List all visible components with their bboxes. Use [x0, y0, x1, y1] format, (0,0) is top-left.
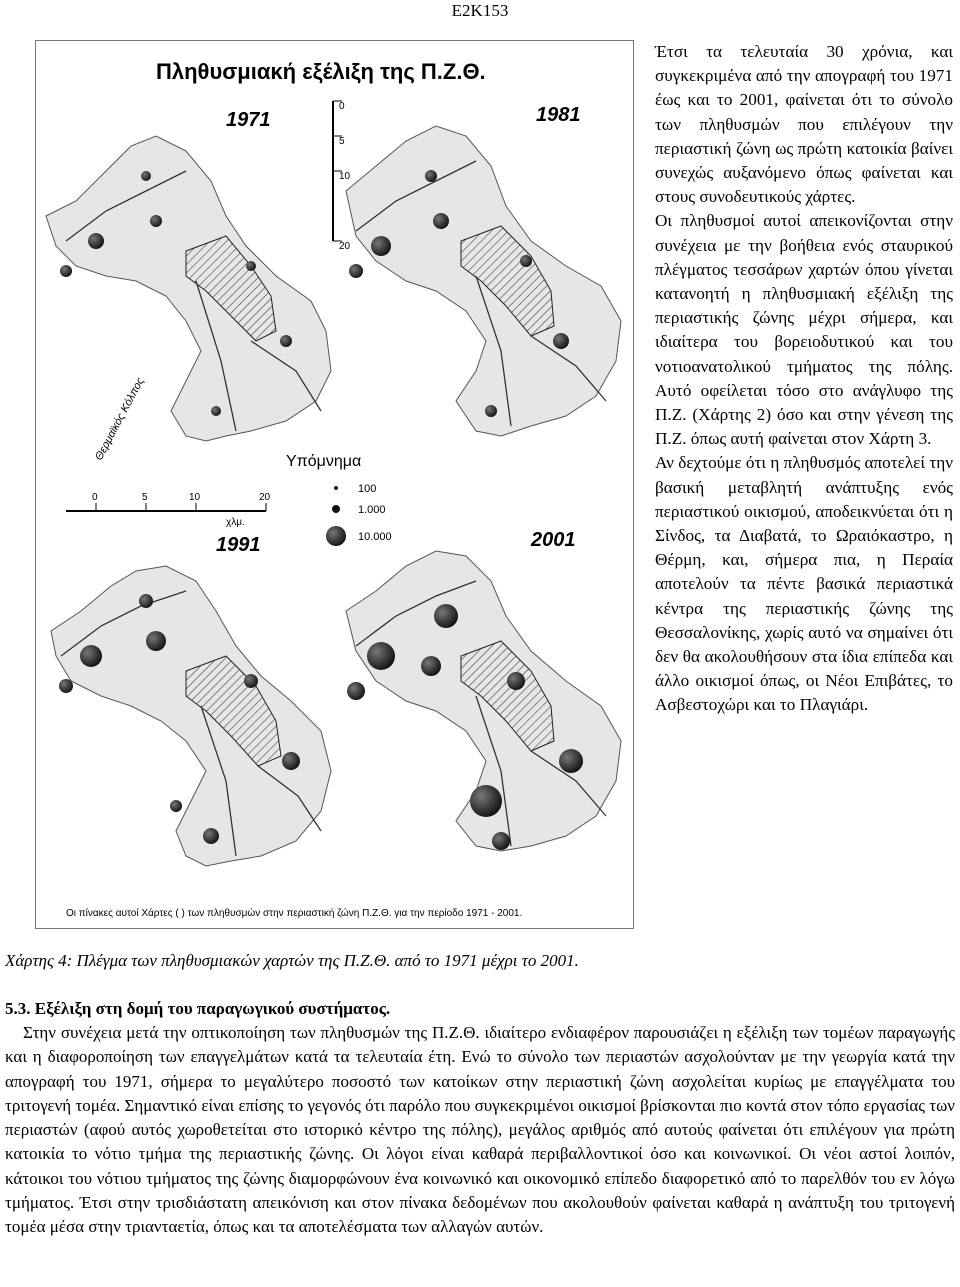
legend — [286, 453, 392, 546]
side-column-text — [655, 40, 953, 718]
settlement-dot — [60, 265, 72, 277]
map-1991 — [51, 534, 331, 866]
settlement-dot — [59, 679, 73, 693]
settlement-dot — [139, 594, 153, 608]
section-heading: 5.3. Εξέλιξη στη δομή του παραγωγικού συστήματος. — [5, 999, 391, 1018]
figure-caption: Χάρτης 4: Πλέγμα των πληθυσμιακών χαρτών της Π.Ζ.Θ. από το 1971 μέχρι το 2001. — [5, 951, 579, 970]
legend-label-10000: 10.000 — [358, 531, 392, 543]
settlement-dot — [470, 785, 502, 817]
page-header: E2K153 — [451, 1, 509, 20]
settlement-dot — [141, 171, 151, 181]
settlement-dot — [520, 255, 532, 267]
settlement-dot — [347, 682, 365, 700]
gulf-label: Θερμαϊκός Κόλπος — [93, 375, 147, 463]
side-paragraph-3: Αν δεχτούμε ότι η πληθυσμός αποτελεί την βασική μεταβλητή ανάπτυξης ενός περιαστικού οικισμού, αποδεικνύεται ότι η Σίνδος, τα Διαβατά, το Ωραιόκαστρο, η Θέρμη, και, σήμερα πια, η Περαία αποτελούν τα πέντε βασικά περιαστικά κέντρα της περιαστικής ζώνης της Θεσσαλονίκης, χωρίς αυτό να σημαίνει ότι δεν θα ακολουθήσουν στα ίδια επίπεδα και άλλο οικισμοί όπως, οι Νέοι Επιβάτες, το Ασβεστοχώρι και το Πλαγιάρι. — [655, 453, 953, 715]
svg-text:5: 5 — [339, 136, 345, 147]
body-text — [5, 1021, 955, 1240]
legend-label-100: 100 — [358, 483, 377, 495]
settlement-dot — [485, 405, 497, 417]
legend-dot-large — [326, 526, 346, 546]
settlement-dot — [559, 749, 583, 773]
side-paragraph-1: Έτσι τα τελευταία 30 χρόνια, και συγκεκριμένα από την απογραφή του 1971 έως και το 2001, φαίνεται ότι το σύνολο των πληθυσμών που επιλέγουν την περιαστική ζώνη ως πρώτη κατοικία βαίνει συνεχώς αυξανόμενο όπως φαίνεται και στους συνοδευτικούς χάρτες. — [655, 42, 953, 207]
map-1991-land — [51, 566, 331, 866]
settlement-dot — [280, 335, 292, 347]
map-1981 — [346, 104, 621, 436]
settlement-dot — [88, 233, 104, 249]
settlement-dot — [150, 215, 162, 227]
svg-text:20: 20 — [339, 241, 351, 252]
svg-text:10: 10 — [339, 171, 351, 182]
settlement-dot — [349, 264, 363, 278]
svg-text:10: 10 — [189, 492, 201, 503]
svg-text:χλμ.: χλμ. — [226, 517, 245, 528]
settlement-dot — [246, 261, 256, 271]
settlement-dot — [421, 656, 441, 676]
settlement-dot — [434, 604, 458, 628]
settlement-dot — [170, 800, 182, 812]
settlement-dot — [371, 236, 391, 256]
settlement-dot — [282, 752, 300, 770]
svg-text:0: 0 — [92, 492, 98, 503]
svg-text:5: 5 — [142, 492, 148, 503]
figure-footnote: Οι πίνακες αυτοί Χάρτες ( ) των πληθυσμών στην περιαστική ζώνη Π.Ζ.Θ. για την περίοδο 1971 - 2001. — [66, 908, 523, 919]
year-label-1991: 1991 — [216, 534, 261, 556]
settlement-dot — [80, 645, 102, 667]
settlement-dot — [553, 333, 569, 349]
year-label-1971: 1971 — [226, 109, 271, 131]
year-label-1981: 1981 — [536, 104, 581, 126]
settlement-dot — [211, 406, 221, 416]
settlement-dot — [244, 674, 258, 688]
settlement-dot — [367, 642, 395, 670]
svg-text:20: 20 — [259, 492, 271, 503]
settlement-dot — [433, 213, 449, 229]
side-paragraph-2: Οι πληθυσμοί αυτοί απεικονίζονται στην συνέχεια με την βοήθεια ενός σταυρικού πλέγματος τεσσάρων χαρτών όπου γίνεται κατανοητή η πληθυσμιακή εξέλιξη της περιαστικής ζώνης μέχρι σήμερα, και ιδιαίτερα του βορειοδυτικού και του νοτιοανατολικού τμήματος της πόλης. Αυτό οφείλεται τόσο στο ανάγλυφο της Π.Ζ. (Χάρτης 2) όσο και στην γένεση της Π.Ζ. όπως αυτή φαίνεται στον Χάρτη 3. — [655, 211, 953, 449]
settlement-dot — [492, 832, 510, 850]
legend-dot-small — [334, 486, 338, 490]
body-paragraph: Στην συνέχεια μετά την οπτικοποίηση των πληθυσμών της Π.Ζ.Θ. ιδιαίτερο ενδιαφέρον παρουσιάζει η εξέλιξη των τομέων παραγωγής και η διαφοροποίηση των επαγγελμάτων κατά τα τελευταία έτη. Ενώ το σύνολο των περιαστών ασχολούνταν με την γεωργία κατά την απογραφή του 1971, σήμερα το μεγαλύτερο ποσοστό των κατοίκων στην περιαστική ζώνη ασχολείται κυρίως με επαγγέλματα του τριτογενή τομέα. Σημαντικό είναι επίσης το γεγονός ότι παρόλο που συγκεκριμένοι οικισμοί βρίσκονται πιο κοντά στον τόπο εργασίας των περιαστών (αφού αυτός χωροθετείται στο ιστορικό κέντρο της πόλης), μεγάλος αριθμός από αυτούς φαίνεται ότι επιλέγουν για πρώτη κατοικία το νότιο τμήμα της περιαστικής ζώνης. Οι λόγοι είναι καθαρά περιβαλλοντικοί όσο και κοινωνικοί. Οι νέοι αστοί λοιπόν, κάτοικοι του νότιου τμήματος της ζώνης διαμορφώνουν ένα κοινωνικό και οικονομικό επίπεδο διαφορετικό από το παρελθόν του εν λόγω τμήματος. Έτσι στην τρισδιάστατη απεικόνιση και στον πίνακα δεδομένων που ακολουθούν φαίνεται καθαρά η ανάπτυξη του τριτογενή τομέα μέσα στην τριανταετία, όπως και τα αποτελέσματα των αλλαγών αυτών. — [5, 1023, 955, 1237]
figure-title: Πληθυσμιακή εξέλιξη της Π.Ζ.Θ. — [156, 59, 486, 84]
map-1971-land — [46, 136, 331, 441]
map-1971 — [46, 109, 331, 462]
legend-label-1000: 1.000 — [358, 504, 386, 516]
year-label-2001: 2001 — [531, 529, 576, 551]
settlement-dot — [203, 828, 219, 844]
population-map-grid — [35, 40, 634, 929]
settlement-dot — [507, 672, 525, 690]
map-2001 — [346, 529, 621, 851]
settlement-dot — [425, 170, 437, 182]
svg-text:0: 0 — [339, 101, 345, 112]
horizontal-scale-bar — [66, 492, 271, 528]
legend-dot-medium — [332, 505, 340, 513]
legend-title: Υπόμνημα — [286, 453, 362, 470]
settlement-dot — [146, 631, 166, 651]
vertical-scale-bar — [333, 101, 351, 252]
